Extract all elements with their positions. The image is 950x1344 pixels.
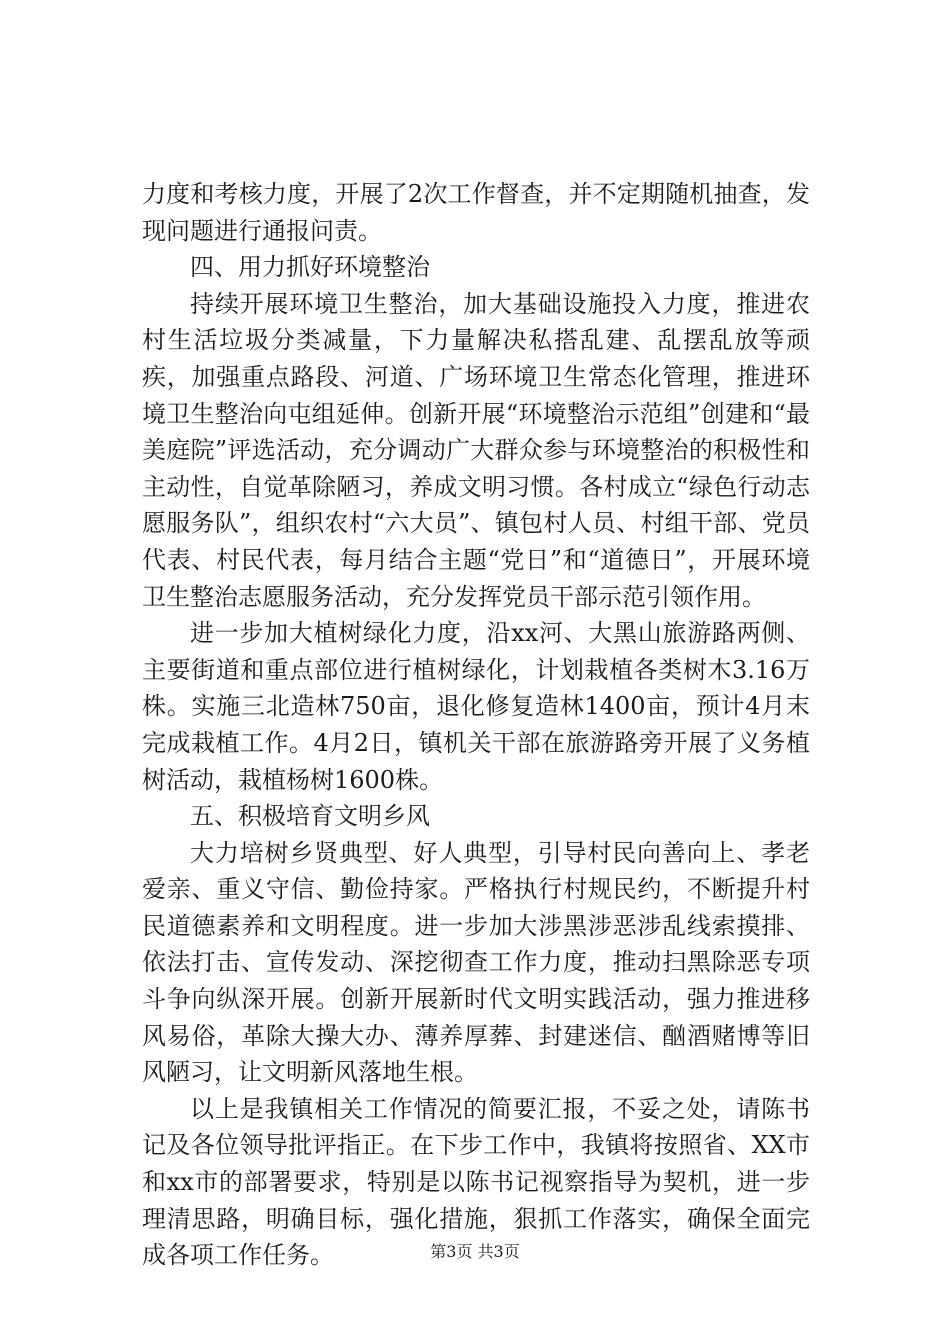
paragraph-civilized-customs: 大力培树乡贤典型、好人典型，引导村民向善向上、孝老爱亲、重义守信、勤俭持家。严格执行村规民约，不断提升村民道德素养和文明程度。进一步加大涉黑涉恶涉乱线索摸排、依法打击、宣传发动、深挖彻查工作力度，推动扫黑除恶专项斗争向纵深开展。创新开展新时代文明实践活动，强力推进移风易俗，革除大操大办、薄养厚葬、封建迷信、酗酒赌博等旧风陋习，让文明新风落地生根。 [142, 838, 810, 1087]
paragraph-continuation: 力度和考核力度，开展了2次工作督查，并不定期随机抽查，发现问题进行通报问责。 [142, 180, 810, 245]
section-heading-environment: 四、用力抓好环境整治 [190, 253, 430, 282]
paragraph-environment-sanitation: 持续开展环境卫生整治，加大基础设施投入力度，推进农村生活垃圾分类减量，下力量解决私搭乱建、乱摆乱放等顽疾，加强重点路段、河道、广场环境卫生常态化管理，推进环境卫生整治向屯组延伸。创新开展“环境整治示范组”创建和“最美庭院”评选活动，充分调动广大群众参与环境整治的积极性和主动性，自觉革除陋习，养成文明习惯。各村成立“绿色行动志愿服务队”，组织农村“六大员”、镇包村人员、村组干部、党员代表、村民代表，每月结合主题“党日”和“道德日”，开展环境卫生整治志愿服务活动，充分发挥党员干部示范引领作用。 [142, 289, 810, 611]
section-heading-civilization: 五、积极培育文明乡风 [190, 802, 430, 831]
paragraph-tree-planting: 进一步加大植树绿化力度，沿xx河、大黑山旅游路两侧、主要街道和重点部位进行植树绿化，计划栽植各类树木3.16万株。实施三北造林750亩，退化修复造林1400亩，预计4月末完成栽植工作。4月2日，镇机关干部在旅游路旁开展了义务植树活动，栽植杨树1600株。 [142, 619, 810, 794]
paragraph-conclusion: 以上是我镇相关工作情况的简要汇报，不妥之处，请陈书记及各位领导批评指正。在下步工作中，我镇将按照省、XX市和xx市的部署要求，特别是以陈书记视察指导为契机，进一步理清思路，明确目标，强化措施，狠抓工作落实，确保全面完成各项工作任务。 [142, 1094, 810, 1270]
page-number-footer: 第3页 共3页 [430, 1242, 520, 1261]
document-body [142, 176, 810, 1274]
